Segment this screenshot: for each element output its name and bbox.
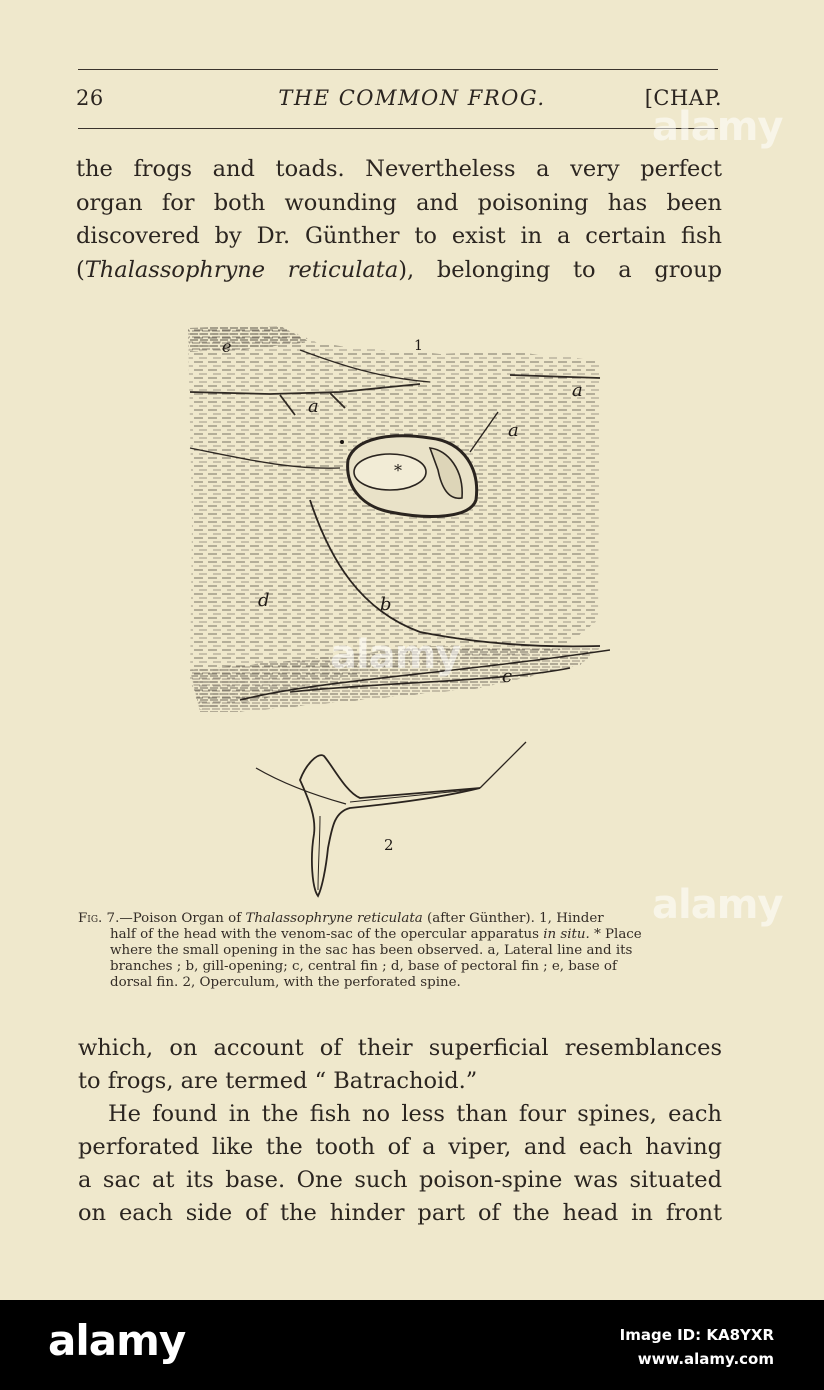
figure-caption — [78, 911, 724, 991]
letter-a-3: a — [572, 380, 583, 401]
page-number: 26 — [76, 86, 104, 110]
watermark: alamy — [330, 632, 461, 678]
body-line: (Thalassophryne reticulata), belonging to a group — [76, 257, 722, 283]
image-id: Image ID: KA8YXR — [619, 1326, 774, 1344]
watermark: alamy — [652, 882, 783, 928]
body-line: discovered by Dr. Günther to exist in a certain fish — [76, 223, 722, 249]
caption-line: where the small opening in the sac has been observed. a, Lateral line and its — [110, 943, 633, 958]
body-line: He found in the fish no less than four spines, each — [108, 1101, 722, 1127]
body-line: organ for both wounding and poisoning has been — [76, 190, 722, 216]
header-top-rule — [78, 69, 718, 70]
figure-panel-2 — [250, 738, 540, 903]
letter-b: b — [380, 594, 392, 615]
letter-a-1: a — [308, 396, 319, 417]
caption-line: Fig. 7.—Poison Organ of Thalassophryne reticulata (after Günther). 1, Hinder — [78, 911, 604, 926]
letter-e: e — [222, 337, 232, 356]
body-line: to frogs, are termed “ Batrachoid.” — [78, 1068, 478, 1094]
panel-2-label: 2 — [384, 836, 394, 854]
operculum — [300, 755, 480, 896]
caption-species: Thalassophryne reticulata — [245, 911, 423, 926]
body-line: the frogs and toads. Nevertheless a very perfect — [76, 156, 722, 182]
caption-line: half of the head with the venom-sac of the opercular apparatus in situ. * Place — [110, 927, 642, 942]
body-line: which, on account of their superficial resemblances — [78, 1035, 722, 1061]
sac-asterisk: * — [394, 461, 402, 480]
opening-dot — [340, 440, 344, 444]
running-title: THE COMMON FROG. — [278, 86, 546, 110]
panel-1-label: 1 — [414, 338, 423, 354]
letter-c: c — [502, 666, 513, 687]
site-url: www.alamy.com — [637, 1350, 774, 1368]
letter-d: d — [258, 590, 270, 611]
venom-sac-inner — [354, 454, 426, 490]
caption-fig-label: Fig. 7. — [78, 911, 120, 926]
body-line: a sac at its base. One such poison-spine was situated — [78, 1167, 722, 1193]
body-line: perforated like the tooth of a viper, and each having — [78, 1134, 722, 1160]
chapter-tag: [CHAP. — [644, 86, 722, 110]
body-line: on each side of the hinder part of the head in front — [78, 1200, 722, 1226]
letter-a-2: a — [508, 420, 519, 441]
watermark: alamy — [652, 104, 783, 150]
header-bottom-rule — [78, 128, 718, 129]
image-id-block — [620, 1323, 774, 1371]
alamy-logo: alamy — [48, 1316, 186, 1365]
caption-line: dorsal fin. 2, Operculum, with the perforated spine. — [110, 975, 461, 990]
caption-line: branches ; b, gill-opening; c, central fin ; d, base of pectoral fin ; e, base of — [110, 959, 617, 974]
